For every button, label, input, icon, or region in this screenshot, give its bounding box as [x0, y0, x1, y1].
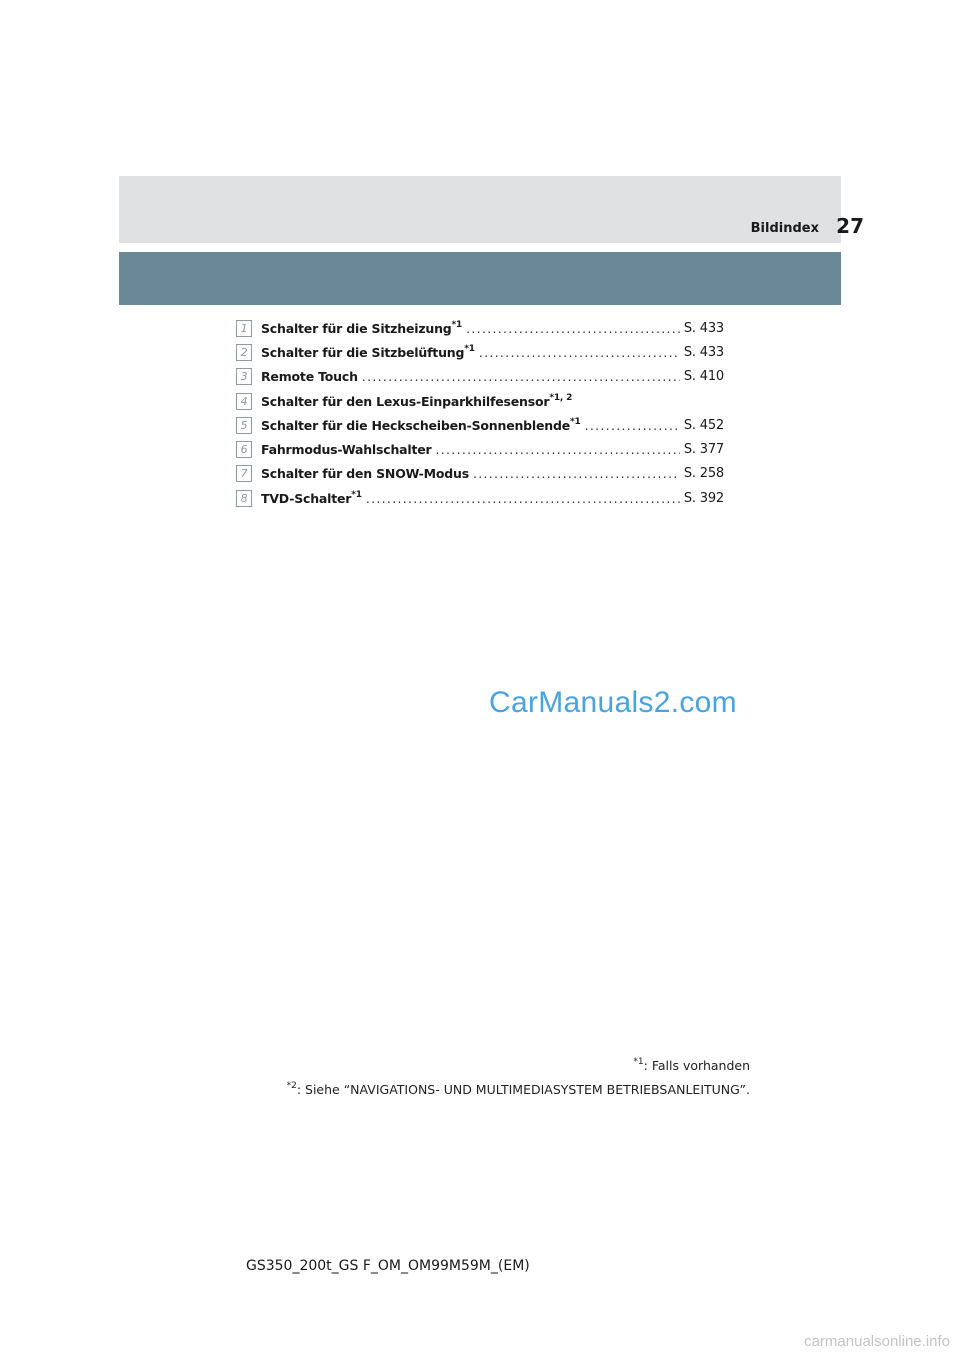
item-label: TVD-Schalter$^{*1}$: [261, 489, 362, 506]
page-reference[interactable]: S. 258: [683, 466, 724, 482]
list-item: [236, 486, 724, 510]
index-list: [236, 316, 724, 510]
section-band: [119, 252, 841, 305]
dot-leader: [473, 466, 680, 481]
item-label: Schalter für den SNOW-Modus: [261, 466, 469, 482]
page-reference[interactable]: S. 377: [683, 442, 724, 458]
item-number: 7: [236, 465, 252, 482]
list-item: [236, 340, 724, 364]
dot-leader: [362, 369, 680, 384]
section-title: Bildindex: [750, 221, 819, 236]
page-number: 27: [836, 214, 864, 238]
page-reference[interactable]: S. 433: [683, 344, 724, 360]
list-item: [236, 365, 724, 389]
footnote-2: $^{*2}$: Siehe “NAVIGATIONS- UND MULTIMEDIASYSTEM BETRIEBSANLEITUNG”.: [286, 1081, 750, 1097]
site-watermark: carmanualsonline.info: [804, 1333, 950, 1350]
item-number: 2: [236, 344, 252, 361]
item-label: Fahrmodus-Wahlschalter: [261, 442, 432, 458]
item-label: Schalter für die Heckscheiben-Sonnenblende$^{*1}$: [261, 416, 581, 433]
footnote-ref: *1: [351, 489, 362, 500]
footnote-ref: *1: [570, 416, 581, 427]
page-reference[interactable]: S. 392: [683, 490, 724, 506]
item-number: 6: [236, 441, 252, 458]
list-item: [236, 389, 724, 413]
footnote-1: $^{*1}$: Falls vorhanden: [633, 1057, 750, 1073]
item-number: 1: [236, 320, 252, 337]
page-reference[interactable]: S. 452: [683, 417, 724, 433]
list-item: [236, 413, 724, 437]
item-number: 4: [236, 393, 252, 410]
dot-leader: [366, 491, 680, 506]
footnote-mark: *2: [286, 1081, 297, 1091]
item-label: Schalter für die Sitzbelüftung$^{*1}$: [261, 343, 475, 360]
item-number: 5: [236, 417, 252, 434]
item-number: 8: [236, 490, 252, 507]
item-number: 3: [236, 368, 252, 385]
item-label: Remote Touch: [261, 369, 358, 385]
footnote-mark: *1: [633, 1057, 644, 1067]
page-reference[interactable]: S. 433: [683, 320, 724, 336]
footnote-ref: *1, 2: [549, 392, 573, 403]
header-band: [119, 176, 841, 243]
dot-leader: [479, 345, 680, 360]
footnote-ref: *1: [451, 319, 463, 330]
item-label: Schalter für den Lexus-Einparkhilfesensor$^{*1, 2}$: [261, 392, 573, 409]
watermark-logo[interactable]: CarManuals2.com: [489, 686, 737, 719]
list-item: [236, 462, 724, 486]
page-reference[interactable]: S. 410: [683, 369, 724, 385]
dot-leader: [466, 321, 680, 336]
list-item: [236, 316, 724, 340]
footnote-ref: *1: [464, 343, 475, 354]
dot-leader: [585, 418, 680, 433]
dot-leader: [435, 442, 679, 457]
document-code: GS350_200t_GS F_OM_OM99M59M_(EM): [246, 1258, 530, 1274]
list-item: [236, 437, 724, 461]
item-label: Schalter für die Sitzheizung$^{*1}$: [261, 319, 463, 336]
